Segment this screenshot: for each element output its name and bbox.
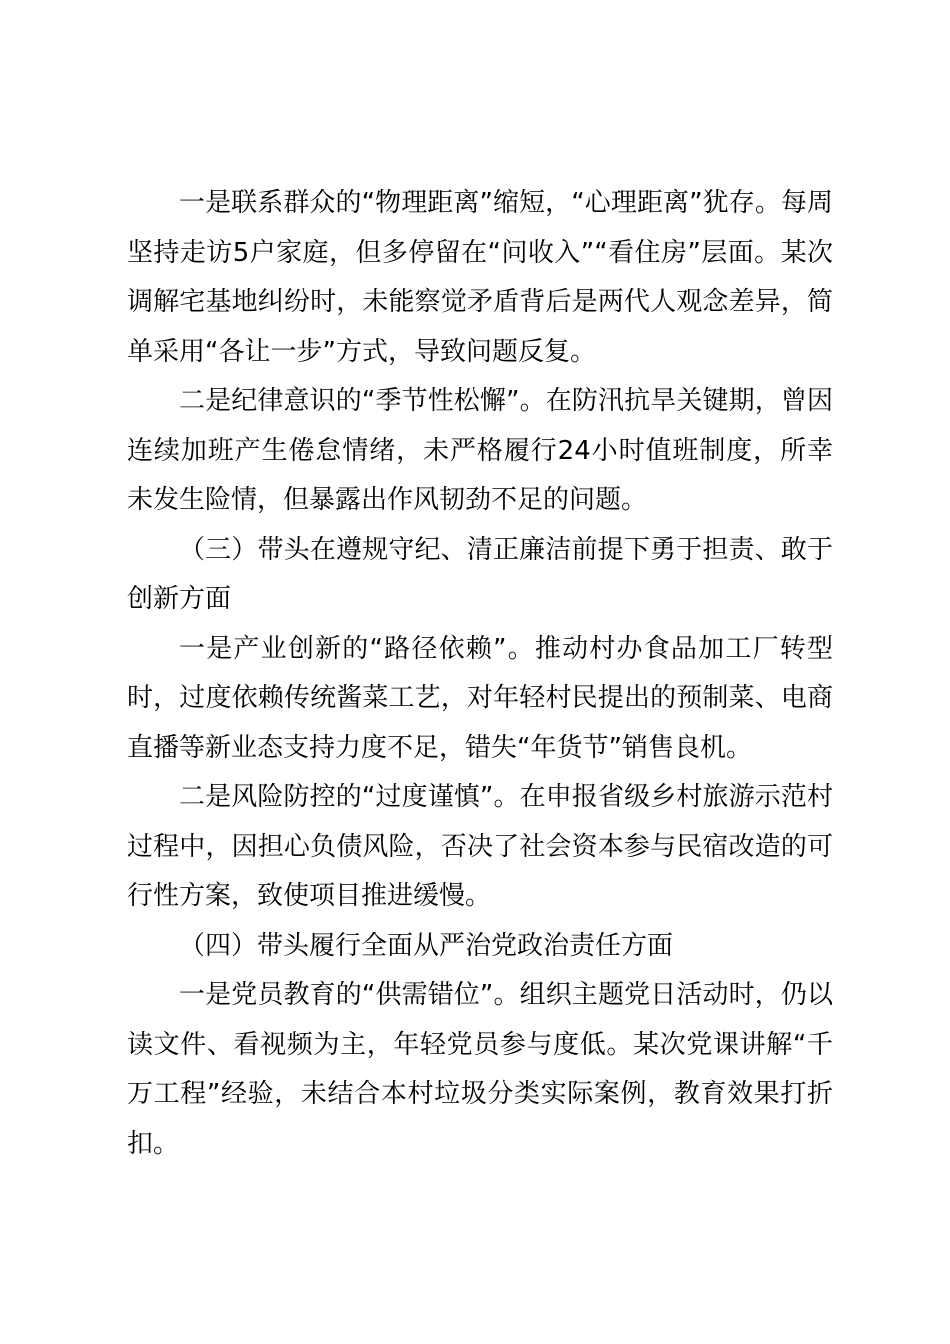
paragraph-party-education: 一是党员教育的“供需错位”。组织主题党日活动时，仍以读文件、看视频为主，年轻党员参与度低。某次党课讲解“千万工程”经验，未结合本村垃圾分类实际案例，教育效果打折扣。 — [127, 980, 833, 1159]
paragraph-industry-innovation: 一是产业创新的“路径依赖”。推动村办食品加工厂转型时，过度依赖传统酱菜工艺，对年轻村民提出的预制菜、电商直播等新业态支持力度不足，错失“年货节”销售良机。 — [127, 633, 833, 763]
document-body — [127, 179, 833, 1169]
paragraph-contact-masses: 一是联系群众的“物理距离”缩短，“心理距离”犹存。每周坚持走访5户家庭，但多停留在“问收入”“看住房”层面。某次调解宅基地纠纷时，未能察觉矛盾背后是两代人观念差异，简单采用“各让一步”方式，导致问题反复。 — [127, 188, 833, 367]
section-heading-three: （三）带头在遵规守纪、清正廉洁前提下勇于担责、敢于创新方面 — [127, 534, 833, 614]
section-heading-four: （四）带头履行全面从严治党政治责任方面 — [179, 930, 674, 961]
paragraph-risk-control: 二是风险防控的“过度谨慎”。在申报省级乡村旅游示范村过程中，因担心负债风险，否决了社会资本参与民宿改造的可行性方案，致使项目推进缓慢。 — [127, 782, 833, 911]
paragraph-discipline-awareness: 二是纪律意识的“季节性松懈”。在防汛抗旱关键期，曾因连续加班产生倦怠情绪，未严格履行24小时值班制度，所幸未发生险情，但暴露出作风韧劲不足的问题。 — [127, 386, 833, 515]
